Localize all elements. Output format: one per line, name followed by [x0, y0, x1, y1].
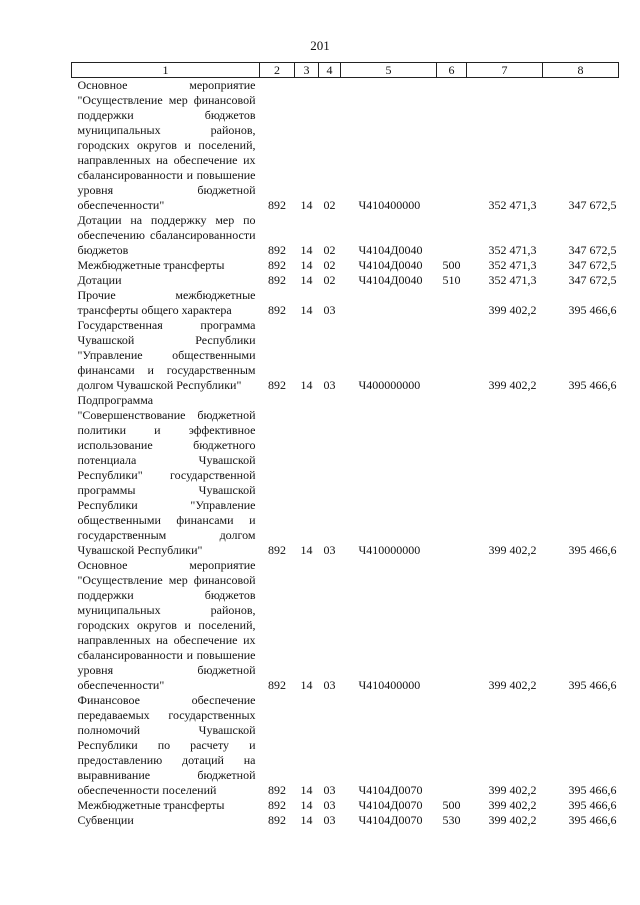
row-amount-year1: 399 402,2: [488, 813, 537, 827]
row-name: Межбюджетные трансферты: [77, 258, 225, 272]
row-name: Прочие межбюджетные трансферты общего характера: [77, 288, 256, 317]
row-subsection: 03: [323, 798, 336, 812]
row-amount-year2: 347 672,5: [568, 198, 617, 212]
row-amount-year2: 395 466,6: [568, 303, 617, 317]
row-name: Подпрограмма "Совершенствование бюджетной политики и эффективное использование бюджетного потенциала Чувашской Республики" государственной программы Чувашской Республики "Управление общественными финансами и государственным долгом Чувашской Республики": [77, 393, 256, 557]
row-subsection: 02: [323, 258, 336, 272]
row-admin-code: 892: [268, 378, 286, 392]
row-subsection: 03: [323, 378, 336, 392]
header-col-1: 1: [72, 63, 260, 78]
header-col-5: 5: [341, 63, 437, 78]
row-admin-code: 892: [268, 258, 286, 272]
row-target-article: Ч400000000: [358, 378, 421, 392]
row-section: 14: [300, 783, 313, 797]
table-row: [72, 318, 619, 393]
row-target-article: Ч410400000: [358, 678, 421, 692]
row-amount-year2: 347 672,5: [568, 243, 617, 257]
header-col-7: 7: [467, 63, 543, 78]
row-subsection: 02: [323, 273, 336, 287]
row-admin-code: 892: [268, 243, 286, 257]
row-target-article: Ч410400000: [358, 198, 421, 212]
row-expense-type: 500: [442, 258, 461, 272]
row-amount-year1: 399 402,2: [488, 543, 537, 557]
row-admin-code: 892: [268, 303, 286, 317]
row-name: Основное мероприятие "Осуществление мер финансовой поддержки бюджетов муниципальных районов, городских округов и поселений, направленных на обеспечение их сбалансированности и повышение уровня бюджетной обеспеченности": [77, 558, 256, 692]
row-section: 14: [300, 243, 313, 257]
row-amount-year1: 352 471,3: [488, 243, 537, 257]
table-header: [72, 63, 619, 78]
row-amount-year1: 399 402,2: [488, 378, 537, 392]
table-row: [72, 273, 619, 288]
row-subsection: 02: [323, 243, 336, 257]
row-name: Дотации на поддержку мер по обеспечению сбалансированности бюджетов: [77, 213, 256, 257]
row-amount-year1: 399 402,2: [488, 798, 537, 812]
row-expense-type: 530: [442, 813, 461, 827]
table-row: [72, 78, 619, 214]
row-admin-code: 892: [268, 813, 286, 827]
table-row: [72, 693, 619, 798]
row-admin-code: 892: [268, 783, 286, 797]
row-admin-code: 892: [268, 198, 286, 212]
row-expense-type: [437, 393, 467, 558]
row-name: Финансовое обеспечение передаваемых государственных полномочий Чувашской Республики по расчету и предоставлению дотаций на выравнивание бюджетной обеспеченности поселений: [77, 693, 256, 797]
header-col-2: 2: [260, 63, 295, 78]
row-name: Субвенции: [77, 813, 134, 827]
header-col-4: 4: [319, 63, 341, 78]
header-col-3: 3: [295, 63, 319, 78]
header-col-6: 6: [437, 63, 467, 78]
row-section: 14: [300, 378, 313, 392]
row-amount-year1: 399 402,2: [488, 303, 537, 317]
row-target-article: Ч4104Д0040: [358, 273, 423, 287]
table-row: [72, 393, 619, 558]
table-row: [72, 288, 619, 318]
row-expense-type: 500: [442, 798, 461, 812]
row-amount-year1: 399 402,2: [488, 783, 537, 797]
row-expense-type: 510: [442, 273, 461, 287]
row-target-article: Ч4104Д0070: [358, 813, 423, 827]
row-target-article: [341, 288, 437, 318]
row-target-article: Ч4104Д0040: [358, 243, 423, 257]
row-subsection: 03: [323, 813, 336, 827]
row-subsection: 03: [323, 303, 336, 317]
row-amount-year1: 399 402,2: [488, 678, 537, 692]
row-subsection: 03: [323, 783, 336, 797]
table-row: [72, 258, 619, 273]
row-target-article: Ч410000000: [358, 543, 421, 557]
row-name: Дотации: [77, 273, 122, 287]
row-admin-code: 892: [268, 273, 286, 287]
row-expense-type: [437, 78, 467, 214]
row-admin-code: 892: [268, 798, 286, 812]
page-number: 201: [310, 38, 330, 53]
header-col-8: 8: [543, 63, 619, 78]
row-name: Межбюджетные трансферты: [77, 798, 225, 812]
row-section: 14: [300, 303, 313, 317]
row-target-article: Ч4104Д0040: [358, 258, 423, 272]
row-name: Государственная программа Чувашской Республики "Управление общественными финансами и государственным долгом Чувашской Республики": [77, 318, 256, 392]
row-expense-type: [437, 558, 467, 693]
row-amount-year2: 395 466,6: [568, 543, 617, 557]
row-expense-type: [437, 213, 467, 258]
table-row: [72, 798, 619, 813]
table-row: [72, 213, 619, 258]
row-amount-year1: 352 471,3: [488, 258, 537, 272]
row-section: 14: [300, 273, 313, 287]
row-section: 14: [300, 678, 313, 692]
row-target-article: Ч4104Д0070: [358, 798, 423, 812]
header-row: [72, 63, 619, 78]
row-amount-year2: 347 672,5: [568, 273, 617, 287]
row-amount-year2: 395 466,6: [568, 678, 617, 692]
row-subsection: 03: [323, 678, 336, 692]
row-amount-year1: 352 471,3: [488, 273, 537, 287]
row-section: 14: [300, 798, 313, 812]
table-row: [72, 813, 619, 828]
row-amount-year2: 395 466,6: [568, 798, 617, 812]
row-expense-type: [437, 318, 467, 393]
row-amount-year2: 395 466,6: [568, 783, 617, 797]
row-section: 14: [300, 198, 313, 212]
row-target-article: Ч4104Д0070: [358, 783, 423, 797]
budget-table: [71, 62, 619, 828]
row-admin-code: 892: [268, 678, 286, 692]
row-expense-type: [437, 288, 467, 318]
row-expense-type: [437, 693, 467, 798]
row-admin-code: 892: [268, 543, 286, 557]
row-amount-year1: 352 471,3: [488, 198, 537, 212]
row-subsection: 02: [323, 198, 336, 212]
row-subsection: 03: [323, 543, 336, 557]
row-section: 14: [300, 543, 313, 557]
row-amount-year2: 347 672,5: [568, 258, 617, 272]
table-row: [72, 558, 619, 693]
row-amount-year2: 395 466,6: [568, 813, 617, 827]
row-name: Основное мероприятие "Осуществление мер финансовой поддержки бюджетов муниципальных районов, городских округов и поселений, направленных на обеспечение их сбалансированности и повышение уровня бюджетной обеспеченности": [77, 78, 256, 212]
row-amount-year2: 395 466,6: [568, 378, 617, 392]
row-section: 14: [300, 813, 313, 827]
row-section: 14: [300, 258, 313, 272]
